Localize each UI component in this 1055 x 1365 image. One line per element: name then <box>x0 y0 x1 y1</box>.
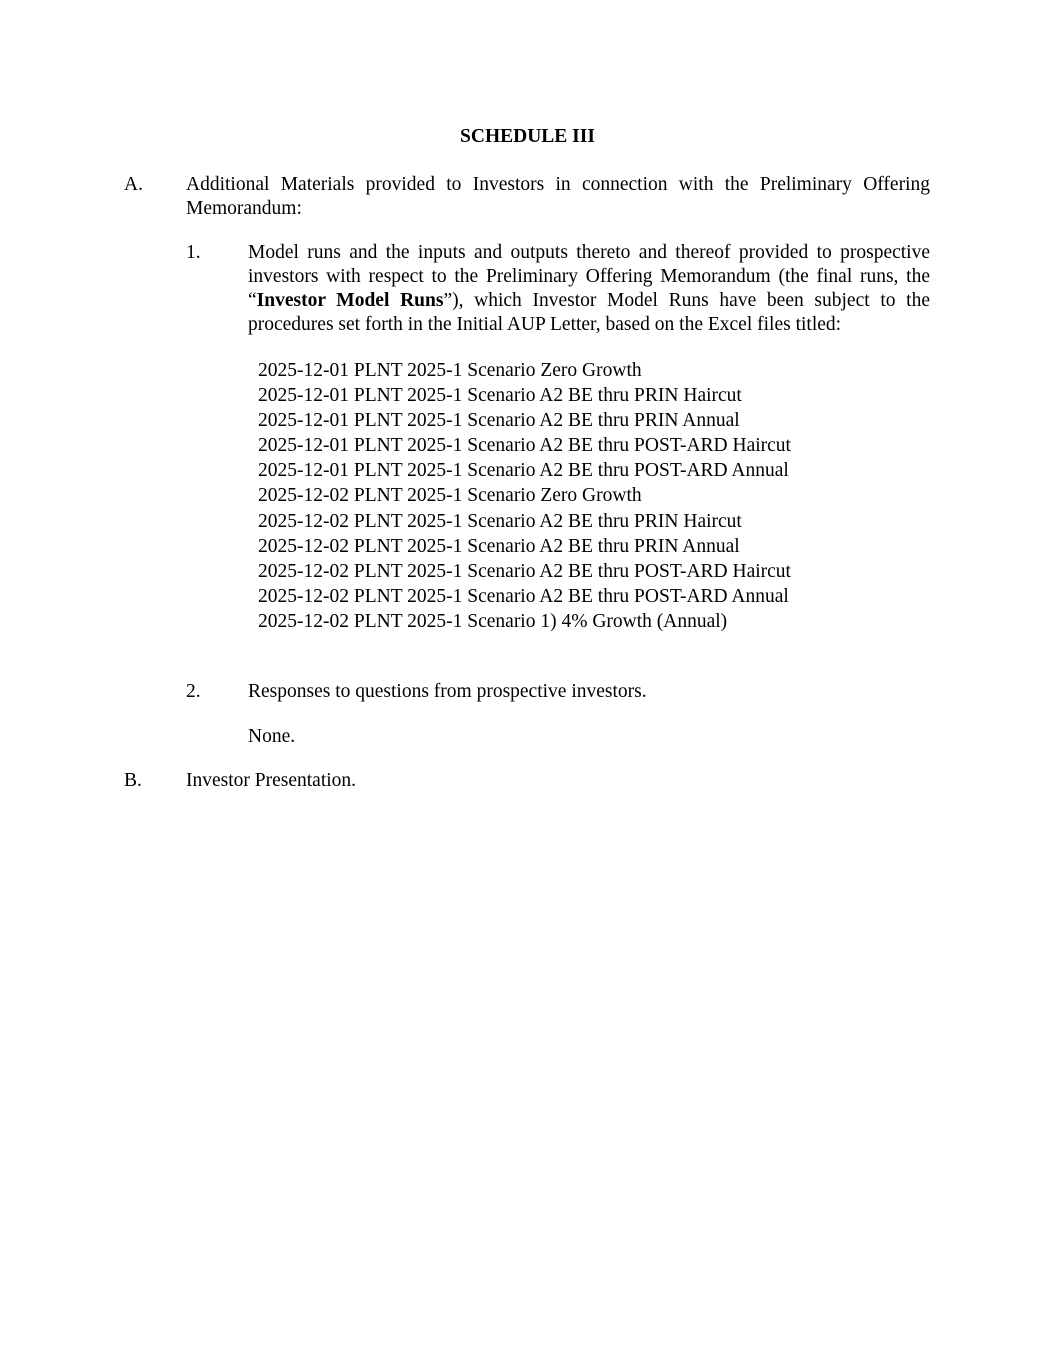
section-a-marker: A. <box>124 174 143 195</box>
excel-file-list <box>258 358 791 634</box>
item-1-text-after: ”), which Investor Model Runs have been subject to the procedures set forth in the Initial AUP Letter, based on the Excel files titled: <box>248 290 930 335</box>
section-a-text: Additional Materials provided to Investors in connection with the Preliminary Offering Memorandum: <box>186 174 930 219</box>
item-1-text-before: Model runs and the inputs and outputs thereto and thereof provided to prospective investors with respect to the Preliminary Offering Memorandum (the final runs, the “ <box>248 242 930 311</box>
file-name: 2025-12-02 PLNT 2025-1 Scenario A2 BE thru PRIN Annual <box>258 535 740 557</box>
file-name: 2025-12-01 PLNT 2025-1 Scenario A2 BE thru PRIN Annual <box>258 410 740 432</box>
file-name: 2025-12-02 PLNT 2025-1 Scenario 1) 4% Growth (Annual) <box>258 610 728 632</box>
item-2-text: Responses to questions from prospective investors. <box>248 681 647 702</box>
file-name: 2025-12-02 PLNT 2025-1 Scenario A2 BE thru POST-ARD Haircut <box>258 560 791 582</box>
item-2-answer: None. <box>248 726 296 747</box>
file-name: 2025-12-01 PLNT 2025-1 Scenario A2 BE thru POST-ARD Haircut <box>258 435 791 457</box>
item-1-paragraph <box>248 241 930 337</box>
page-title: SCHEDULE III <box>460 126 595 147</box>
section-b-text: Investor Presentation. <box>186 770 357 791</box>
section-b-marker: B. <box>124 770 142 791</box>
item-1-marker: 1. <box>186 242 201 263</box>
defined-term: Investor Model Runs <box>256 290 444 311</box>
file-name: 2025-12-01 PLNT 2025-1 Scenario A2 BE thru POST-ARD Annual <box>258 460 789 482</box>
file-name: 2025-12-02 PLNT 2025-1 Scenario A2 BE thru PRIN Haircut <box>258 510 742 532</box>
file-name: 2025-12-02 PLNT 2025-1 Scenario Zero Growth <box>258 485 642 507</box>
file-name: 2025-12-01 PLNT 2025-1 Scenario Zero Growth <box>258 360 642 381</box>
item-2-marker: 2. <box>186 681 201 702</box>
file-name: 2025-12-02 PLNT 2025-1 Scenario A2 BE thru POST-ARD Annual <box>258 585 789 607</box>
file-name: 2025-12-01 PLNT 2025-1 Scenario A2 BE thru PRIN Haircut <box>258 385 742 407</box>
